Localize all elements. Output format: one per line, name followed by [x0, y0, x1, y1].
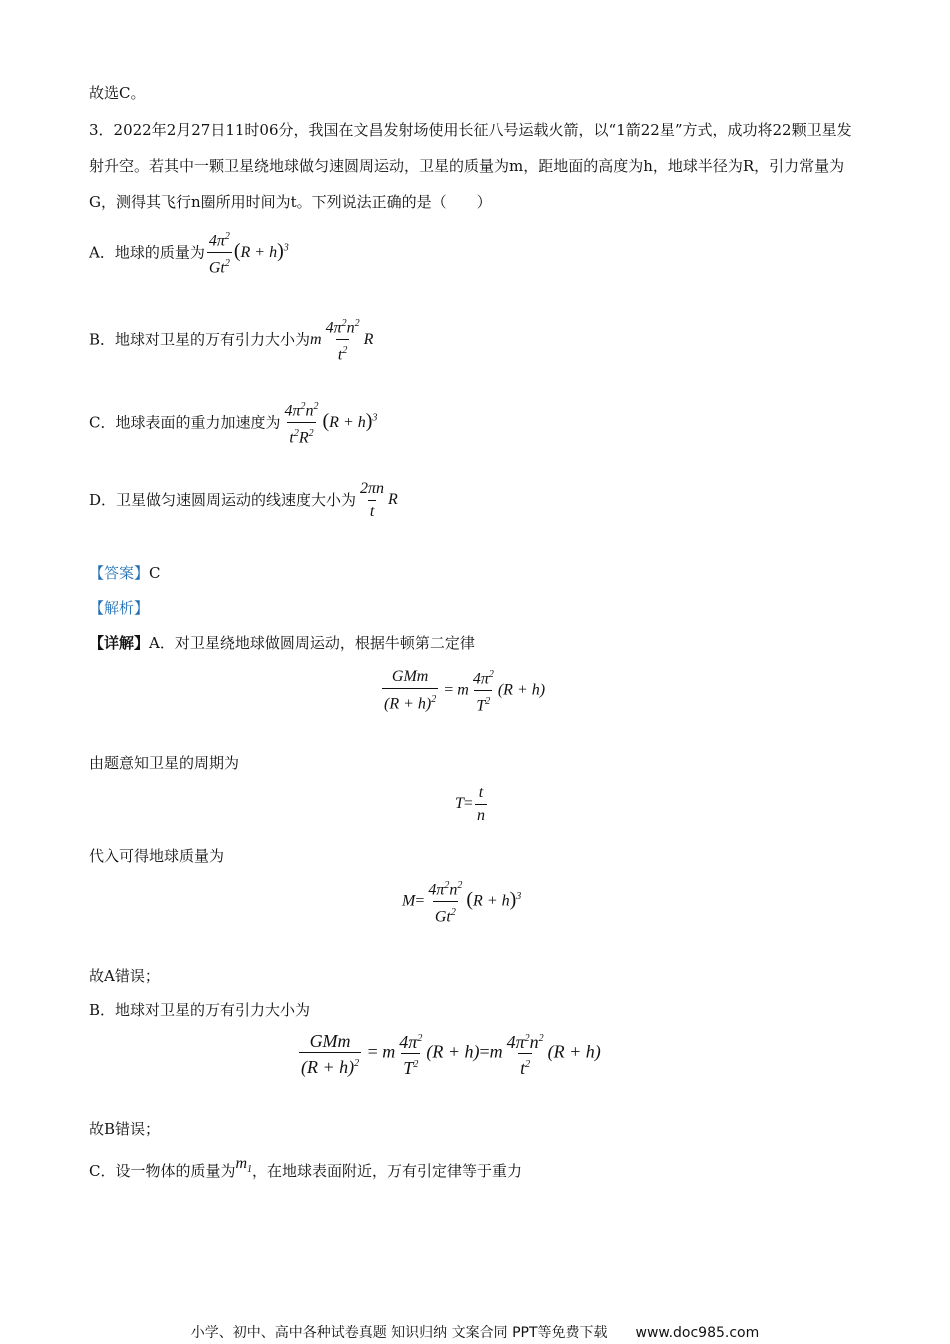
equation-gravitational-force: $\frac{\text{GMm}}{(R + h)^2}$ = m $\frac{4\pi^2}{T^2}$ (R + h)=m $\frac{4\pi^2n^2}{t^2}$ (R + h) — [301, 1030, 601, 1078]
substitute-text: 代入可得地球质量为 — [89, 847, 225, 865]
option-a — [89, 228, 289, 278]
detail-a-text: A．对卫星绕地球做圆周运动，根据牛顿第二定律 — [149, 634, 475, 652]
page-footer: 小学、初中、高中各种试卷真题 知识归纳 文案合同 PPT等免费下载 www.doc985.com — [190, 1325, 760, 1341]
previous-answer: 故选C。 — [89, 84, 146, 102]
period-text: 由题意知卫星的周期为 — [89, 754, 240, 772]
c-text-pre: C．设一物体的质量为 — [89, 1162, 236, 1180]
option-a-formula: $\frac{4\pi^2}{Gt^2}$ $(R + h)^3$ — [208, 231, 289, 277]
option-d-text: D．卫星做匀速圆周运动的线速度大小为 — [89, 491, 357, 510]
answer-line — [89, 562, 161, 584]
option-b — [89, 315, 373, 365]
detail-label: 【详解】 — [89, 634, 150, 652]
c-text-line — [89, 1155, 523, 1189]
b-text: B．地球对卫星的万有引力大小为 — [89, 1001, 311, 1019]
b-wrong: 故B错误； — [89, 1120, 161, 1138]
option-c-text: C．地球表面的重力加速度为 — [89, 413, 281, 432]
c-mass-symbol: $m_1$ — [235, 1155, 253, 1176]
option-a-text: A．地球的质量为 — [89, 243, 205, 262]
answer-value: C — [149, 564, 161, 582]
option-c — [89, 398, 377, 448]
analysis-label-text: 【解析】 — [89, 599, 150, 617]
answer-label: 【答案】 — [89, 564, 150, 582]
analysis-label — [89, 597, 149, 619]
option-d — [89, 480, 398, 521]
c-text-post: ，在地球表面附近，万有引定律等于重力 — [252, 1162, 523, 1180]
equation-newton-second-law: $\frac{\text{GMm}}{(R + h)^2}$ = m $\frac{4\pi^2}{T^2}$ (R + h) — [384, 668, 546, 715]
question-3-stem: 3．2022年2月27日11时06分，我国在文昌发射场使用长征八号运载火箭，以“1箭22星”方式，成功将22颗卫星发射升空。若其中一颗卫星绕地球做匀速圆周运动，卫星的质量为m，距地面的高度为h，地球半径为R，引力常量为G，测得其飞行n圈所用时间为t。下列说法正确的是（ ） — [89, 121, 852, 211]
detail-a-line — [89, 632, 475, 654]
option-d-formula: $\frac{2\pi n}{t}$ R — [360, 480, 398, 520]
option-b-formula: m $\frac{4\pi^2n^2}{t^2}$ R — [310, 318, 374, 364]
equation-earth-mass: M= $\frac{4\pi^2n^2}{Gt^2}$ $(R + h)^3$ — [402, 880, 522, 926]
a-wrong: 故A错误； — [89, 967, 160, 985]
equation-period: T= $\frac{t}{n}$ — [455, 784, 485, 824]
option-c-formula: $\frac{4\pi^2n^2}{t^2R^2}$ $(R + h)^3$ — [284, 401, 378, 447]
option-b-text: B．地球对卫星的万有引力大小为 — [89, 330, 311, 349]
